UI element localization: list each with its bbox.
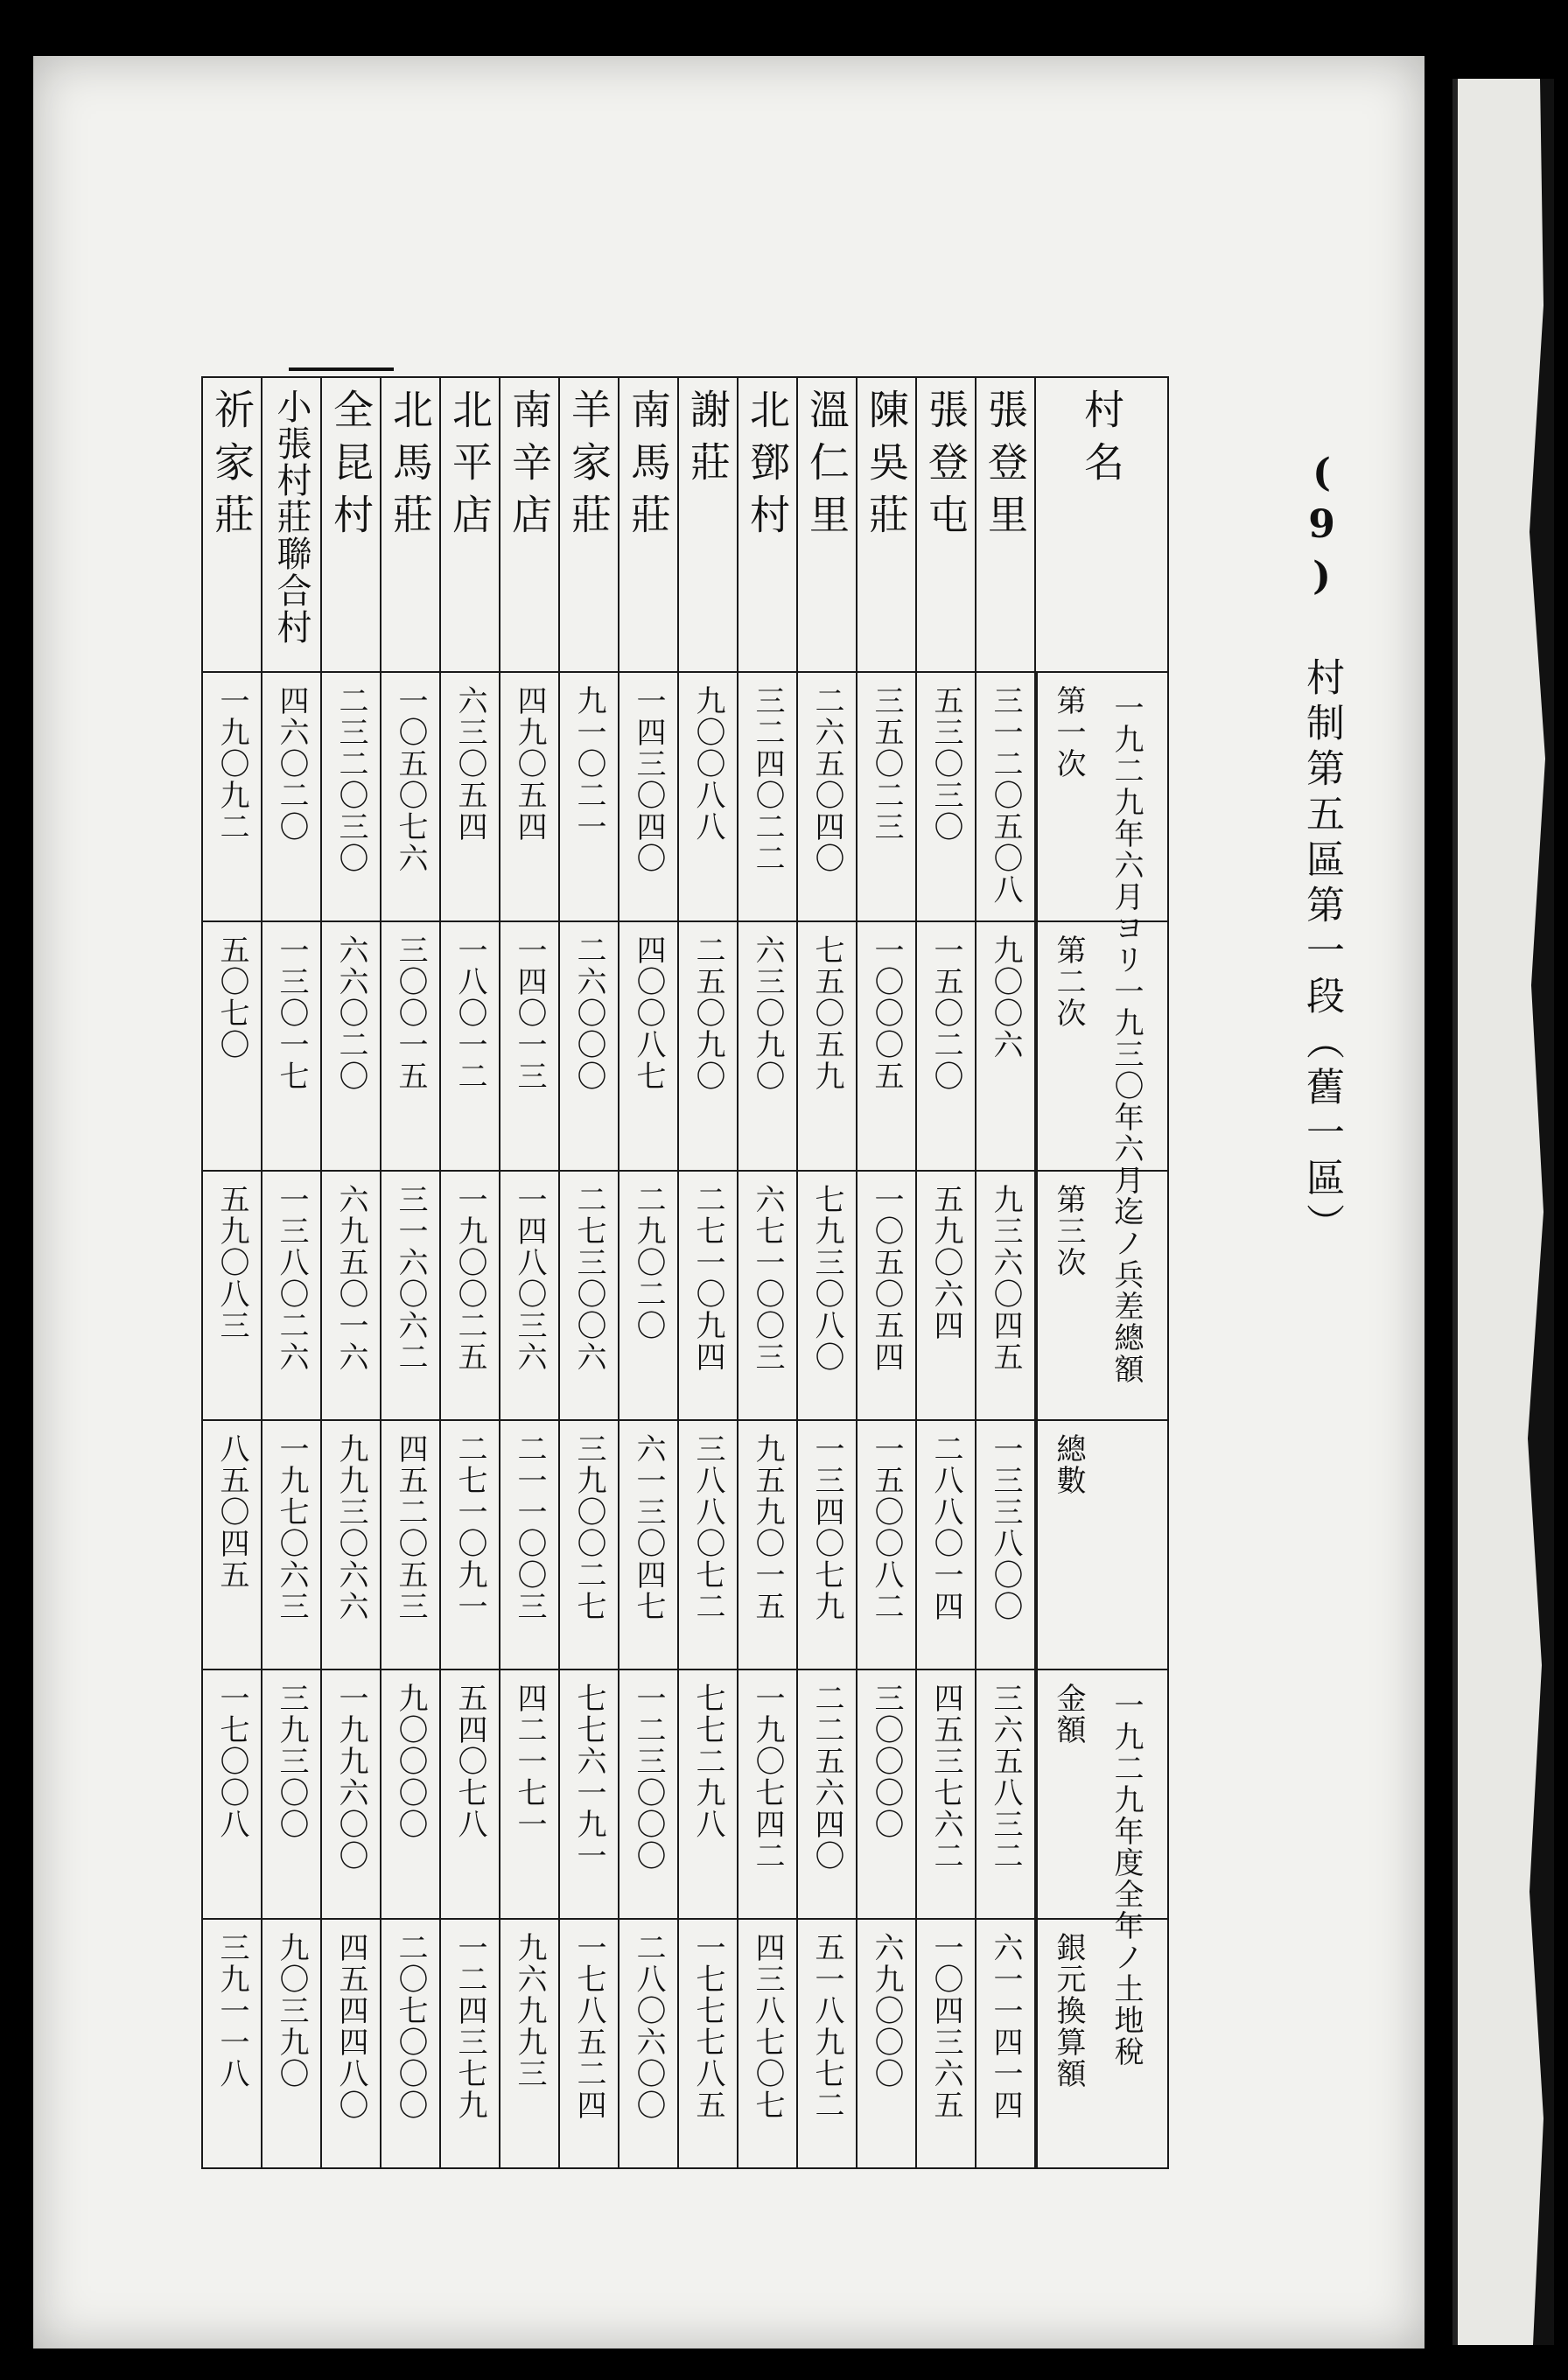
value-cell <box>440 1171 500 1420</box>
value-cell <box>381 672 440 921</box>
village-name-text: 張登屯 <box>922 388 970 546</box>
ledger-row <box>202 1420 1168 1670</box>
value-cell <box>202 672 262 921</box>
value-cell <box>321 1420 381 1670</box>
value-cell <box>559 1420 619 1670</box>
value-cell <box>797 672 857 921</box>
value-cell-text: 一三三八〇〇 <box>988 1433 1023 1622</box>
village-name <box>262 377 321 672</box>
value-cell <box>321 1670 381 1919</box>
value-cell-text: 四六〇二〇 <box>274 685 309 843</box>
value-cell-text: 三八八〇七二 <box>690 1433 725 1622</box>
value-cell <box>500 921 559 1171</box>
value-cell <box>738 1171 797 1420</box>
sub-header-label: 總數 <box>1051 1433 1086 1496</box>
value-cell <box>738 672 797 921</box>
value-cell <box>678 1171 738 1420</box>
value-cell <box>381 1919 440 2168</box>
village-name <box>857 377 916 672</box>
village-name-text: 祈家莊 <box>208 388 256 546</box>
section-title: 村制第五區第一段（舊一區） <box>1299 657 1344 1249</box>
value-cell <box>559 1171 619 1420</box>
value-cell <box>916 1919 976 2168</box>
value-cell <box>202 921 262 1171</box>
value-cell-text: 一九〇九二 <box>214 685 249 843</box>
value-cell-text: 四二一七一 <box>512 1683 547 1840</box>
village-name-text: 南馬莊 <box>625 388 672 546</box>
sub-header-label: 金額 <box>1051 1683 1086 1746</box>
value-cell-text: 五九〇八三 <box>214 1184 249 1341</box>
value-cell-text: 五〇七〇 <box>214 934 249 1060</box>
value-cell-text: 三九一一八 <box>214 1932 249 2090</box>
value-cell <box>262 672 321 921</box>
handwritten-mark <box>289 315 394 371</box>
value-cell <box>440 1919 500 2168</box>
value-cell-text: 二八〇六〇〇 <box>631 1932 666 2121</box>
value-cell-text: 二七一〇九四 <box>690 1184 725 1373</box>
village-name <box>321 377 381 672</box>
village-name <box>976 377 1035 672</box>
value-cell <box>202 1670 262 1919</box>
value-cell <box>202 1919 262 2168</box>
value-cell <box>500 1171 559 1420</box>
value-cell-text: 四五四四八〇 <box>333 1932 368 2121</box>
value-cell-text: 七七二九八 <box>690 1683 725 1840</box>
value-cell-text: 三五〇二三 <box>869 685 904 843</box>
value-cell-text: 二九〇二〇 <box>631 1184 666 1341</box>
value-cell-text: 九一〇二一 <box>571 685 606 843</box>
value-cell <box>321 1919 381 2168</box>
value-cell-text: 一三〇一七 <box>274 934 309 1092</box>
value-cell-text: 六三〇五四 <box>452 685 487 843</box>
value-cell-text: 六一三〇四七 <box>631 1433 666 1622</box>
value-cell <box>381 921 440 1171</box>
row-header <box>1035 921 1168 1171</box>
value-cell <box>976 1670 1035 1919</box>
village-name-text: 羊家莊 <box>565 388 612 546</box>
torn-edge <box>1519 79 1554 2345</box>
value-cell-text: 三一六〇六二 <box>393 1184 428 1373</box>
value-cell-text: 二三二〇三〇 <box>333 685 368 874</box>
value-cell <box>976 1919 1035 2168</box>
value-cell-text: 九〇〇〇〇 <box>393 1683 428 1840</box>
row-header <box>1035 1171 1168 1420</box>
value-cell-text: 五三〇三〇 <box>928 685 963 843</box>
village-name-text: 張登里 <box>982 388 1029 546</box>
value-cell-text: 九〇三九〇 <box>274 1932 309 2090</box>
value-cell-text: 一二四三七九 <box>452 1932 487 2121</box>
value-cell-text: 一四三〇四〇 <box>631 685 666 874</box>
value-cell <box>797 1420 857 1670</box>
value-cell-text: 一四八〇三六 <box>512 1184 547 1373</box>
value-cell <box>916 1420 976 1670</box>
value-cell-text: 一〇五〇五四 <box>869 1184 904 1373</box>
ledger-row <box>202 1171 1168 1420</box>
value-cell-text: 四五三七六二 <box>928 1683 963 1872</box>
village-name <box>381 377 440 672</box>
value-cell-text: 一九七〇六三 <box>274 1433 309 1622</box>
value-cell-text: 九六九九三 <box>512 1932 547 2090</box>
value-cell-text: 一七八五二四 <box>571 1932 606 2121</box>
running-header <box>1299 451 1344 1249</box>
sub-header-label: 銀元換算額 <box>1051 1932 1086 2090</box>
village-name-text: 溫仁里 <box>803 388 850 546</box>
page-number: (9) <box>1299 451 1344 606</box>
value-cell-text: 四三八七〇七 <box>750 1932 785 2121</box>
village-name-text: 北馬莊 <box>387 388 434 546</box>
value-cell <box>559 1919 619 2168</box>
sub-header-label: 第二次 <box>1051 934 1086 1029</box>
village-name-text: 陳吳莊 <box>863 388 910 546</box>
value-cell <box>500 1919 559 2168</box>
ledger-row <box>202 1670 1168 1919</box>
village-name <box>678 377 738 672</box>
value-cell-text: 五一八九七二 <box>809 1932 844 2121</box>
village-name <box>559 377 619 672</box>
value-cell-text: 二〇七〇〇〇 <box>393 1932 428 2121</box>
value-cell <box>202 1171 262 1420</box>
value-cell <box>857 672 916 921</box>
value-cell-text: 六六〇二〇 <box>333 934 368 1092</box>
value-cell-text: 二一一〇〇三 <box>512 1433 547 1622</box>
row-header <box>1035 1420 1168 1670</box>
value-cell <box>619 1420 678 1670</box>
value-cell-text: 三九三〇〇 <box>274 1683 309 1840</box>
value-cell <box>619 921 678 1171</box>
village-name-text: 謝莊 <box>684 388 732 494</box>
value-cell <box>381 1420 440 1670</box>
village-name <box>440 377 500 672</box>
village-name <box>619 377 678 672</box>
value-cell-text: 二五〇九〇 <box>690 934 725 1092</box>
tax-ledger-table <box>201 376 1169 2169</box>
value-cell-text: 七九三〇八〇 <box>809 1184 844 1373</box>
value-cell <box>678 1670 738 1919</box>
value-cell <box>559 921 619 1171</box>
value-cell <box>678 672 738 921</box>
value-cell-text: 二七三〇〇六 <box>571 1184 606 1373</box>
sub-header-label: 第三次 <box>1051 1184 1086 1278</box>
value-cell <box>797 1670 857 1919</box>
value-cell-text: 一五〇〇八二 <box>869 1433 904 1622</box>
village-name-header <box>1035 377 1168 672</box>
value-cell <box>321 921 381 1171</box>
value-cell-text: 九九三〇六六 <box>333 1433 368 1622</box>
village-name <box>202 377 262 672</box>
value-cell-text: 二六五〇四〇 <box>809 685 844 874</box>
value-cell <box>381 1670 440 1919</box>
value-cell-text: 一四〇一三 <box>512 934 547 1092</box>
value-cell <box>857 1670 916 1919</box>
value-cell-text: 九五九〇一五 <box>750 1433 785 1622</box>
value-cell <box>500 1420 559 1670</box>
ledger-row <box>202 921 1168 1171</box>
value-cell <box>262 1670 321 1919</box>
value-cell-text: 二二五六四〇 <box>809 1683 844 1872</box>
value-cell-text: 二六〇〇〇 <box>571 934 606 1092</box>
value-cell-text: 一〇四三六五 <box>928 1932 963 2121</box>
value-cell <box>619 1670 678 1919</box>
value-cell <box>619 1919 678 2168</box>
value-cell <box>500 1670 559 1919</box>
village-name-text: 北平店 <box>446 388 494 546</box>
value-cell <box>559 1670 619 1919</box>
value-cell-text: 一七〇〇八 <box>214 1683 249 1840</box>
value-cell-text: 三〇〇〇〇 <box>869 1683 904 1840</box>
value-cell <box>262 1171 321 1420</box>
value-cell <box>916 672 976 921</box>
value-cell <box>916 1171 976 1420</box>
sub-header-label: 第一次 <box>1051 685 1086 780</box>
value-cell <box>916 921 976 1171</box>
value-cell <box>678 1420 738 1670</box>
value-cell <box>202 1420 262 1670</box>
value-cell <box>738 1420 797 1670</box>
value-cell <box>262 1919 321 2168</box>
value-cell <box>738 921 797 1171</box>
land-tax-header: 一九二九年度全年ノ土地稅 <box>1109 1690 1144 2068</box>
value-cell <box>797 1171 857 1420</box>
village-name-text: 小張村莊聯合村 <box>271 388 312 646</box>
village-name <box>738 377 797 672</box>
value-cell <box>440 1670 500 1919</box>
ledger-row <box>202 1919 1168 2168</box>
value-cell-text: 二七一〇九一 <box>452 1433 487 1622</box>
value-cell-text: 四九〇五四 <box>512 685 547 843</box>
levy-total-header: 一九二九年六月ヨリ一九三〇年六月迄ノ兵差總額 <box>1109 692 1144 1385</box>
value-cell <box>440 672 500 921</box>
value-cell <box>976 672 1035 921</box>
village-name <box>797 377 857 672</box>
value-cell-text: 一九〇七四二 <box>750 1683 785 1872</box>
value-cell-text: 六九五〇一六 <box>333 1184 368 1373</box>
value-cell-text: 一八〇一二 <box>452 934 487 1092</box>
value-cell <box>738 1670 797 1919</box>
value-cell-text: 九〇〇六 <box>988 934 1023 1060</box>
value-cell <box>619 672 678 921</box>
value-cell-text: 八五〇四五 <box>214 1433 249 1591</box>
value-cell <box>500 672 559 921</box>
value-cell-text: 四〇〇八七 <box>631 934 666 1092</box>
value-cell <box>440 921 500 1171</box>
value-cell <box>857 1171 916 1420</box>
value-cell <box>857 1420 916 1670</box>
value-cell <box>976 1171 1035 1420</box>
village-name <box>916 377 976 672</box>
value-cell-text: 一〇五〇七六 <box>393 685 428 874</box>
value-cell-text: 三六五八三二 <box>988 1683 1023 1872</box>
value-cell <box>857 921 916 1171</box>
value-cell-text: 三〇〇一五 <box>393 934 428 1092</box>
value-cell-text: 四五二〇五三 <box>393 1433 428 1622</box>
value-cell-text: 五四〇七八 <box>452 1683 487 1840</box>
value-cell-text: 三九〇〇二七 <box>571 1433 606 1622</box>
value-cell-text: 一三四〇七九 <box>809 1433 844 1622</box>
village-name-text: 北鄧村 <box>744 388 791 546</box>
value-cell-text: 六三〇九〇 <box>750 934 785 1092</box>
value-cell-text: 一七七七八五 <box>690 1932 725 2121</box>
value-cell <box>857 1919 916 2168</box>
ledger-row <box>202 672 1168 921</box>
value-cell-text: 九〇〇八八 <box>690 685 725 843</box>
value-cell-text: 九三六〇四五 <box>988 1184 1023 1373</box>
value-cell <box>976 1420 1035 1670</box>
value-cell <box>916 1670 976 1919</box>
value-cell <box>262 921 321 1171</box>
value-cell-text: 六七一〇〇三 <box>750 1184 785 1373</box>
adjacent-page-edge <box>1452 79 1554 2345</box>
value-cell-text: 一三八〇二六 <box>274 1184 309 1373</box>
value-cell <box>797 1919 857 2168</box>
value-cell-text: 一二三〇〇〇 <box>631 1683 666 1872</box>
value-cell-text: 一五〇二〇 <box>928 934 963 1092</box>
value-cell-text: 七五〇五九 <box>809 934 844 1092</box>
value-cell <box>440 1420 500 1670</box>
value-cell-text: 七七六一九一 <box>571 1683 606 1872</box>
value-cell <box>619 1171 678 1420</box>
village-name-text: 南辛店 <box>506 388 553 546</box>
value-cell-text: 一九九六〇〇 <box>333 1683 368 1872</box>
value-cell-text: 二八八〇一四 <box>928 1433 963 1622</box>
value-cell <box>678 921 738 1171</box>
value-cell-text: 六九〇〇〇 <box>869 1932 904 2090</box>
value-cell-text: 一九〇〇二五 <box>452 1184 487 1373</box>
village-name <box>500 377 559 672</box>
value-cell-text: 五九〇六四 <box>928 1184 963 1341</box>
value-cell <box>797 921 857 1171</box>
village-name-row <box>202 377 1168 672</box>
value-cell <box>262 1420 321 1670</box>
value-cell <box>321 672 381 921</box>
value-cell-text: 六一一四一四 <box>988 1932 1023 2121</box>
village-name-header-text: 村名 <box>1078 388 1125 494</box>
value-cell <box>738 1919 797 2168</box>
value-cell <box>321 1171 381 1420</box>
village-name-text: 全昆村 <box>327 388 374 546</box>
row-header <box>1035 1919 1168 2168</box>
value-cell <box>976 921 1035 1171</box>
value-cell <box>381 1171 440 1420</box>
value-cell <box>559 672 619 921</box>
value-cell-text: 一〇〇〇五 <box>869 934 904 1092</box>
value-cell <box>678 1919 738 2168</box>
value-cell-text: 三一二〇五〇八 <box>988 685 1023 906</box>
value-cell-text: 三二四〇二二 <box>750 685 785 874</box>
